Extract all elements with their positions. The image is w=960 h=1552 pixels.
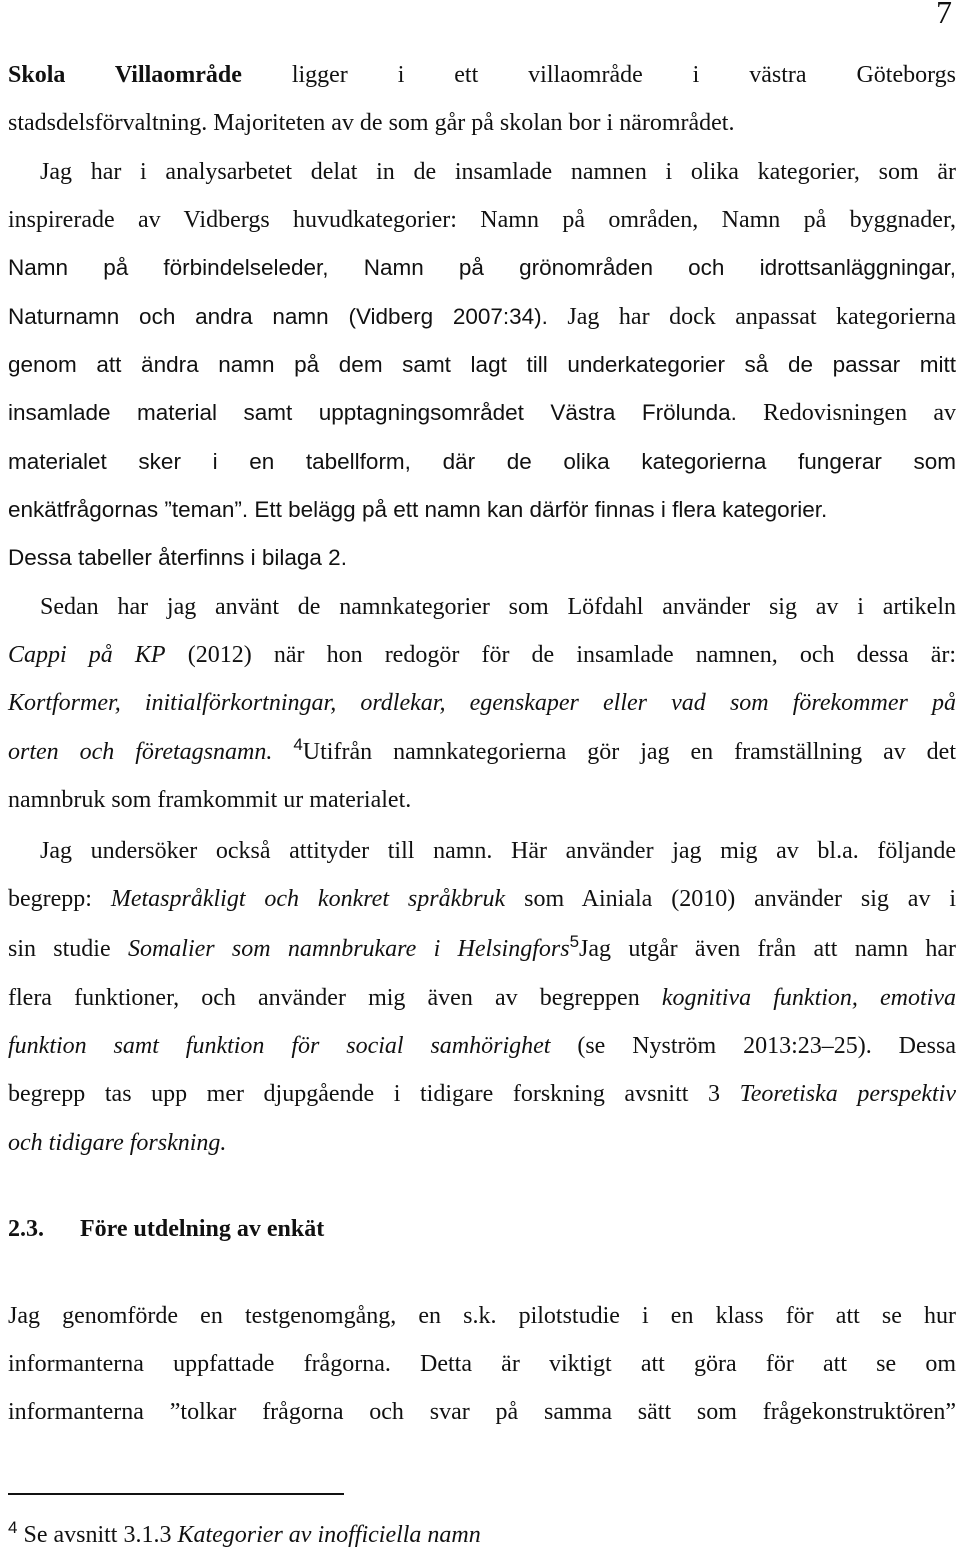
text-run: begrepp:	[8, 886, 111, 912]
paragraph-3-line-5: namnbruk som framkommit ur materialet.	[8, 787, 412, 813]
concept-term: funktion samt funktion för social samhörighet	[8, 1033, 551, 1059]
paragraph-4-line-4	[8, 983, 956, 1013]
concept-term: kognitiva funktion, emotiva	[661, 985, 956, 1011]
footnote-section-title: Kategorier av inofficiella namn	[177, 1522, 481, 1548]
page-number: 7	[936, 0, 952, 30]
paragraph-2-line-3: Namn på förbindelseleder, Namn på grönområden och idrottsanläggningar,	[8, 255, 956, 280]
paragraph-2-line-9: Dessa tabeller återfinns i bilaga 2.	[8, 545, 347, 570]
text-run: orten och företagsnamn.	[8, 739, 273, 765]
text-run: insamlade material samt upptagningsområdet Västra Frölunda.	[8, 400, 737, 425]
paragraph-4-line-2	[8, 884, 956, 914]
paragraph-3-line-4	[8, 737, 956, 769]
paragraph-2-line-6	[8, 398, 956, 428]
text-run: (se Nyström 2013:23–25). Dessa	[550, 1033, 956, 1059]
text-run: flera funktioner, och använder mig även av begreppen	[8, 985, 662, 1011]
footnote-text: Se avsnitt 3.1.3	[17, 1522, 178, 1548]
footnote-4	[8, 1520, 481, 1552]
footnote-ref-5[interactable]: 5	[569, 932, 580, 951]
paragraph-2-line-7: materialet sker i en tabellform, där de olika kategorierna fungerar som	[8, 449, 956, 474]
footnote-separator	[8, 1493, 344, 1495]
school-name: Skola Villaområde	[8, 62, 242, 88]
paragraph-4-line-1: Jag undersöker också attityder till namn. Här använder jag mig av bl.a. följande	[40, 838, 956, 864]
paragraph-2-line-5: genom att ändra namn på dem samt lagt till underkategorier så de passar mitt	[8, 352, 956, 377]
paragraph-3-line-2	[8, 640, 956, 670]
study-title: Somalier som namnbrukare i Helsingfors	[127, 936, 570, 962]
text-run: Jag utgår även från att namn har	[579, 936, 957, 962]
text-run: Redovisningen av	[736, 400, 956, 426]
section-title: Före utdelning av enkät	[80, 1216, 325, 1242]
paragraph-2-line-1: Jag har i analysarbetet delat in de insamlade namnen i olika kategorier, som är	[40, 159, 956, 185]
article-title: Cappi på KP	[8, 642, 166, 668]
paragraph-1-line-1	[8, 60, 956, 90]
footnote-mark: 4	[8, 1518, 18, 1537]
paragraph-2-line-8: enkätfrågornas ”teman”. Ett belägg på ett namn kan därför finnas i flera kategorier.	[8, 497, 828, 522]
paragraph-4-line-5	[8, 1031, 956, 1061]
paragraph-5-line-1: Jag genomförde en testgenomgång, en s.k. pilotstudie i en klass för att se hur	[8, 1303, 956, 1329]
text-run: begrepp tas upp mer djupgående i tidigare forskning avsnitt 3	[8, 1081, 740, 1107]
section-number: 2.3.	[8, 1216, 44, 1242]
text-run: (2012) när hon redogör för de insamlade namnen, och dessa är:	[165, 642, 957, 668]
text-run: Utifrån namnkategorierna gör jag en framställning av det	[302, 739, 957, 765]
paragraph-1-line-2: stadsdelsförvaltning. Majoriteten av de som går på skolan bor i närområdet.	[8, 110, 735, 136]
paragraph-3-line-3: Kortformer, initialförkortningar, ordlekar, egenskaper eller vad som förekommer på	[8, 690, 956, 716]
section-reference: Teoretiska perspektiv	[739, 1081, 956, 1107]
footnote-ref-4[interactable]: 4	[293, 735, 303, 754]
paragraph-4-line-7: och tidigare forskning.	[8, 1130, 227, 1156]
text-run: Naturnamn och andra namn (Vidberg 2007:34).	[8, 304, 548, 329]
paragraph-5-line-2: informanterna uppfattade frågorna. Detta är viktigt att göra för att se om	[8, 1351, 956, 1377]
text-run: Jag har dock anpassat kategorierna	[547, 304, 956, 330]
text-run: som Ainiala (2010) använder sig av i	[505, 886, 956, 912]
paragraph-4-line-3	[8, 934, 956, 966]
text-run: sin studie	[8, 936, 128, 962]
concept-term: Metaspråkligt och konkret språkbruk	[110, 886, 506, 912]
paragraph-5-line-3: informanterna ”tolkar frågorna och svar på samma sätt som frågekonstruktören”	[8, 1399, 956, 1425]
paragraph-2-line-2: inspirerade av Vidbergs huvudkategorier: Namn på områden, Namn på byggnader,	[8, 207, 956, 233]
paragraph-4-line-6	[8, 1079, 956, 1109]
section-heading	[8, 1214, 956, 1244]
paragraph-2-line-4	[8, 302, 956, 332]
text-run: ligger i ett villaområde i västra Göteborgs	[241, 62, 956, 88]
paragraph-3-line-1: Sedan har jag använt de namnkategorier som Löfdahl använder sig av i artikeln	[40, 594, 956, 620]
